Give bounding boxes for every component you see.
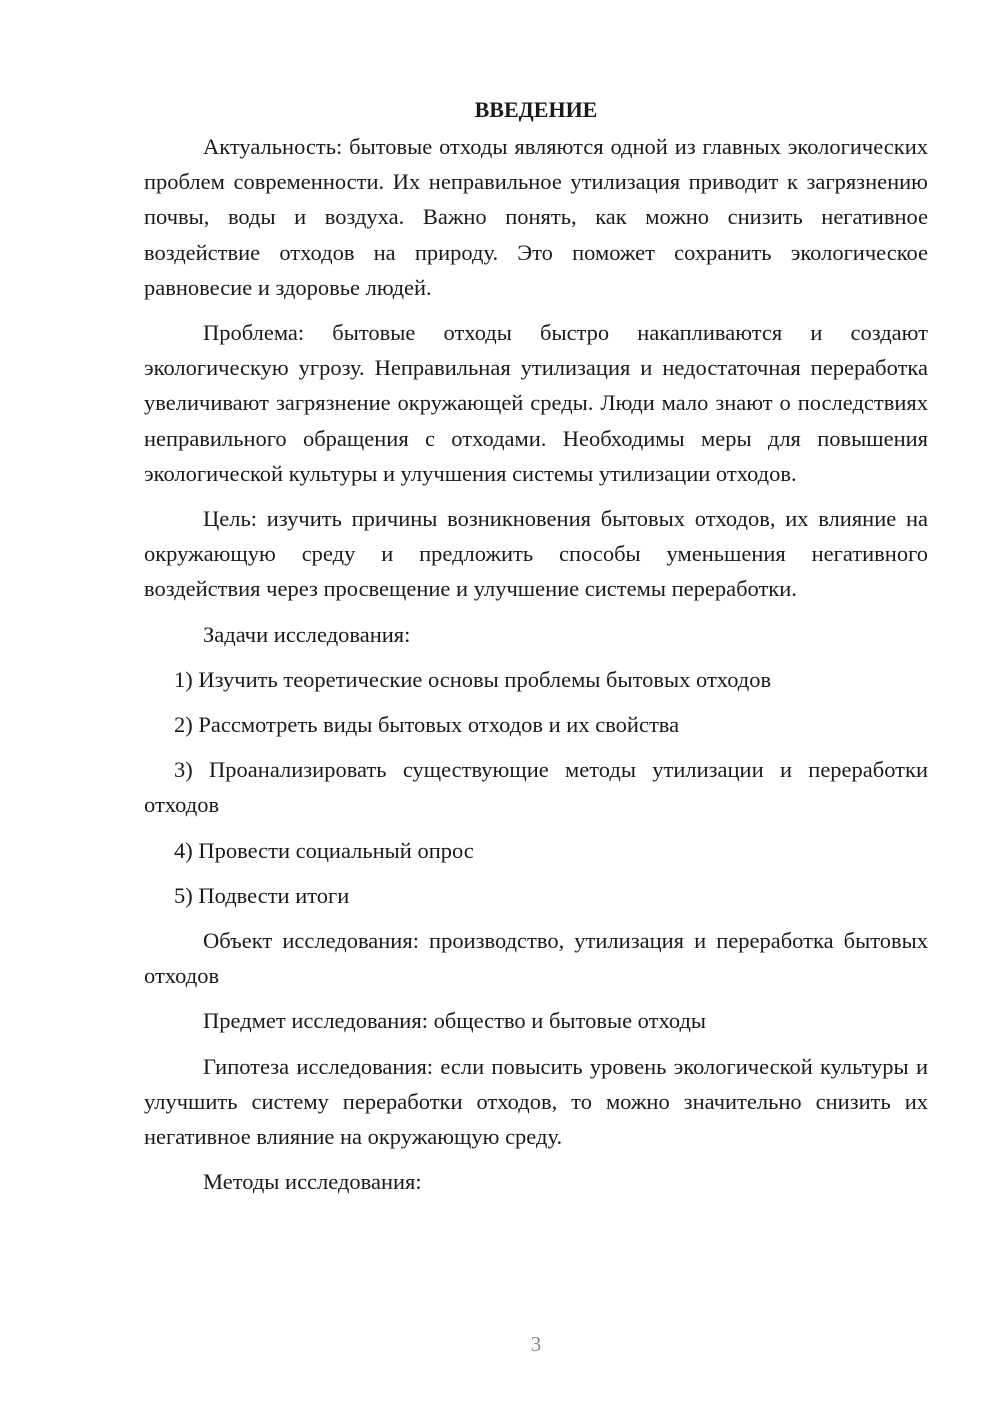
tasks-heading: Задачи исследования:: [203, 621, 411, 647]
paragraph-hypothesis: Гипотеза исследования: если повысить уровень экологической культуры и улучшить систему переработки отходов, то можно значительно снизить их негативное влияние на окружающую среду.: [144, 1053, 928, 1150]
paragraph-object: Объект исследования: производство, утилизация и переработка бытовых отходов: [144, 928, 928, 989]
task-item-4: 4) Провести социальный опрос: [174, 837, 474, 863]
paragraph-goal: Цель: изучить причины возникновения бытовых отходов, их влияние на окружающую среду и предложить способы уменьшения негативного воздействия через просвещение и улучшение системы переработки.: [144, 506, 928, 602]
task-item-5: 5) Подвести итоги: [174, 882, 350, 908]
section-title: ВВЕДЕНИЕ: [474, 97, 598, 122]
paragraph-subject: Предмет исследования: общество и бытовые отходы: [203, 1008, 707, 1034]
methods-heading: Методы исследования:: [203, 1169, 422, 1195]
paragraph-problem: Проблема: бытовые отходы быстро накапливаются и создают экологическую угрозу. Неправильная утилизация и недостаточная переработка увеличивают загрязнение окружающей среды. Люди мало знают о последствиях неправильного обращения с отходами. Необходимы меры для повышения экологической культуры и улучшения системы утилизации отходов.: [144, 320, 928, 486]
task-item-2: 2) Рассмотреть виды бытовых отходов и их свойства: [174, 712, 680, 738]
paragraph-relevance: Актуальность: бытовые отходы являются одной из главных экологических проблем современности. Их неправильное утилизация приводит к загрязнению почвы, воды и воздуха. Важно понять, как можно снизить негативное воздействие отходов на природу. Это поможет сохранить экологическое равновесие и здоровье людей.: [144, 134, 928, 300]
page-content: [144, 92, 928, 1209]
task-item-3: 3) Проанализировать существующие методы утилизации и переработки отходов: [144, 757, 928, 818]
task-item-1: 1) Изучить теоретические основы проблемы бытовых отходов: [174, 666, 772, 692]
page-number: 3: [530, 1332, 542, 1356]
